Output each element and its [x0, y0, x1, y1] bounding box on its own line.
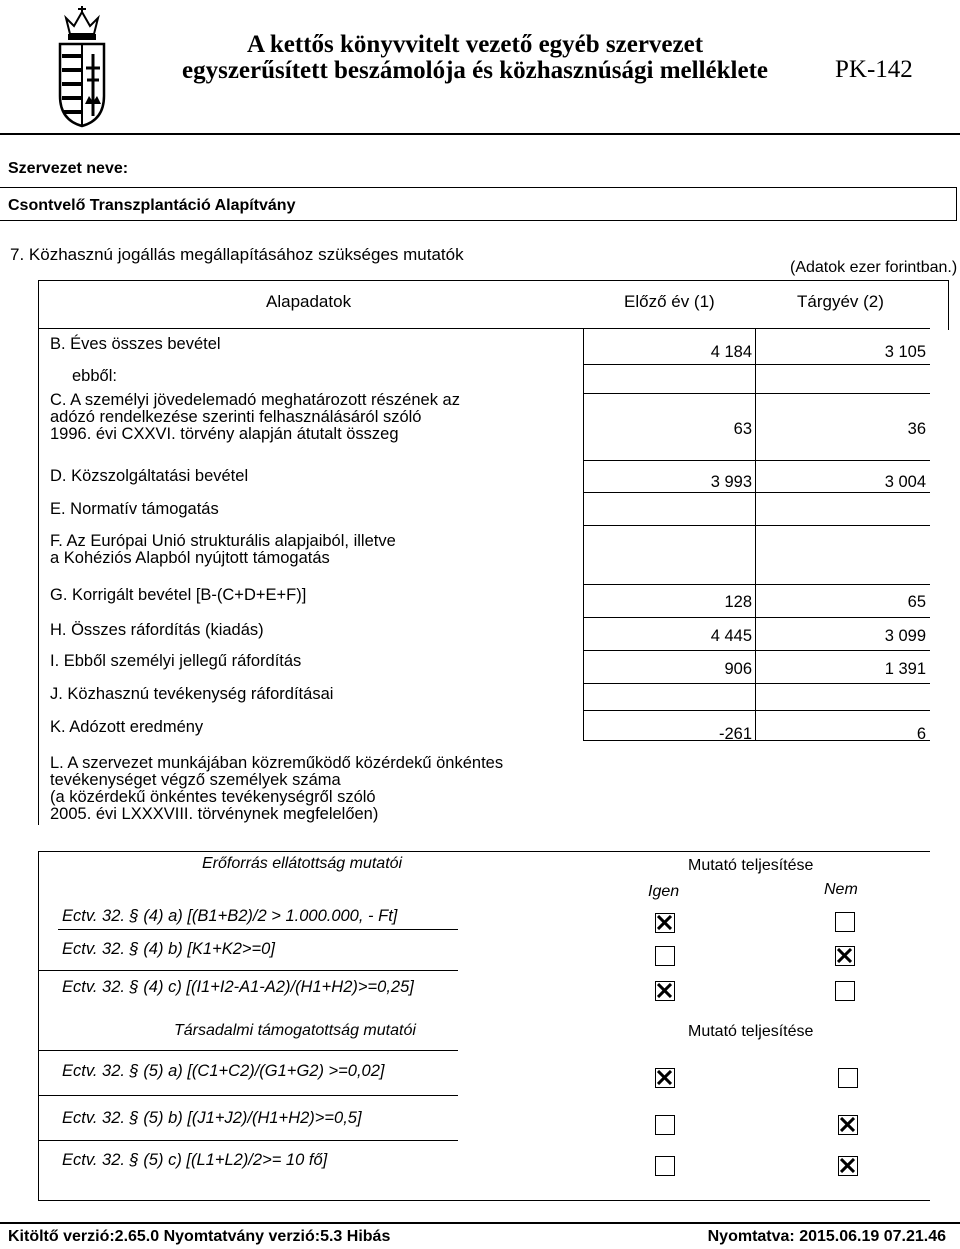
organization-name: Csontvelő Transzplantáció Alapítvány [8, 197, 296, 214]
no-label: Nem [824, 881, 858, 898]
row-i-curr: 1 391 [884, 660, 926, 678]
row-ebbol-label: ebből: [72, 367, 117, 385]
row-g-label: G. Korrigált bevétel [B-(C+D+E+F)] [50, 586, 307, 604]
form-title-line1: A kettős könyvvitelt vezető egyéb szervezet [246, 31, 704, 58]
section-title: 7. Közhasznú jogállás megállapításához szükséges mutatók [10, 245, 464, 264]
row-f-label-2: a Kohéziós Alapból nyújtott támogatás [50, 549, 330, 567]
resource-c-no-checkbox[interactable] [835, 981, 855, 1001]
row-l-label-2: tevékenységet végző személyek száma [50, 771, 341, 789]
row-c-label-1: C. A személyi jövedelemadó meghatározott részének az [50, 391, 460, 409]
row-j-label: J. Közhasznú tevékenység ráfordításai [50, 685, 334, 703]
resource-a-no-checkbox[interactable] [835, 912, 855, 932]
column-header-base: Alapadatok [266, 292, 352, 311]
header [0, 0, 960, 135]
row-d-curr: 3 004 [884, 473, 926, 491]
row-l-label-3: (a közérdekű önkéntes tevékenységről szóló [50, 788, 376, 806]
form-title-line2: egyszerűsített beszámolója és közhasznúsági melléklete [182, 57, 768, 84]
row-e-label: E. Normatív támogatás [50, 500, 219, 518]
row-i-label: I. Ebből személyi jellegű ráfordítás [50, 652, 302, 670]
resource-indicators-title: Erőforrás ellátottság mutatói [202, 855, 403, 872]
footer-print-date: Nyomtatva: 2015.06.19 07.21.46 [707, 1228, 946, 1245]
row-h-label: H. Összes ráfordítás (kiadás) [50, 621, 264, 639]
social-a-yes-checkbox[interactable] [655, 1068, 675, 1088]
social-b-yes-checkbox[interactable] [655, 1115, 675, 1135]
row-g-curr: 65 [907, 593, 926, 611]
row-d-prev: 3 993 [710, 473, 752, 491]
column-header-prev-year: Előző év (1) [624, 292, 715, 311]
row-b-label: B. Éves összes bevétel [50, 335, 221, 353]
form-code: PK-142 [835, 56, 913, 83]
row-l-label-1: L. A szervezet munkájában közreműködő közérdekű önkéntes [50, 754, 504, 772]
social-a-no-checkbox[interactable] [838, 1068, 858, 1088]
row-g-prev: 128 [724, 593, 752, 611]
hungarian-coat-of-arms-icon [52, 4, 112, 128]
row-i-prev: 906 [724, 660, 752, 678]
resource-c-yes-checkbox[interactable] [655, 981, 675, 1001]
resource-b-yes-checkbox[interactable] [655, 946, 675, 966]
column-header-current-year: Tárgyév (2) [797, 292, 884, 311]
social-indicator-a-label: Ectv. 32. § (5) a) [(C1+C2)/(G1+G2) >=0,02] [62, 1062, 385, 1080]
organization-label: Szervezet neve: [8, 160, 129, 177]
social-indicators-title: Társadalmi támogatottság mutatói [174, 1022, 416, 1039]
row-h-prev: 4 445 [710, 627, 752, 645]
footer-version-info: Kitöltő verzió:2.65.0 Nyomtatvány verzió:5.3 Hibás [8, 1228, 391, 1245]
social-b-no-checkbox[interactable] [838, 1115, 858, 1135]
row-k-prev: -261 [718, 725, 752, 743]
social-c-yes-checkbox[interactable] [655, 1156, 675, 1176]
social-fulfillment-label: Mutató teljesítése [688, 1023, 814, 1040]
resource-fulfillment-label: Mutató teljesítése [688, 857, 814, 874]
resource-indicator-c-label: Ectv. 32. § (4) c) [(I1+I2-A1-A2)/(H1+H2)>=0,25] [62, 978, 414, 996]
row-h-curr: 3 099 [884, 627, 926, 645]
row-c-label-3: 1996. évi CXXVI. törvény alapján átutalt összeg [50, 425, 399, 443]
row-f-label-1: F. Az Európai Unió strukturális alapjaiból, illetve [50, 532, 396, 550]
row-b-curr: 3 105 [884, 343, 926, 361]
row-c-curr: 36 [907, 420, 926, 438]
social-c-no-checkbox[interactable] [838, 1156, 858, 1176]
row-c-prev: 63 [733, 420, 752, 438]
yes-label: Igen [648, 883, 680, 900]
row-k-curr: 6 [916, 725, 926, 743]
social-indicator-b-label: Ectv. 32. § (5) b) [(J1+J2)/(H1+H2)>=0,5] [62, 1109, 362, 1127]
row-b-prev: 4 184 [710, 343, 752, 361]
resource-indicator-b-label: Ectv. 32. § (4) b) [K1+K2>=0] [62, 940, 275, 958]
unit-note: (Adatok ezer forintban.) [790, 259, 958, 276]
resource-indicator-a-label: Ectv. 32. § (4) a) [(B1+B2)/2 > 1.000.000, - Ft] [62, 907, 398, 925]
row-d-label: D. Közszolgáltatási bevétel [50, 467, 249, 485]
row-k-label: K. Adózott eredmény [50, 718, 204, 736]
resource-a-yes-checkbox[interactable] [655, 913, 675, 933]
resource-b-no-checkbox[interactable] [835, 946, 855, 966]
social-indicator-c-label: Ectv. 32. § (5) c) [(L1+L2)/2>= 10 fő] [62, 1151, 328, 1169]
row-c-label-2: adózó rendelkezése szerinti felhasználásáról szóló [50, 408, 422, 426]
row-l-label-4: 2005. évi LXXXVIII. törvénynek megfelelően) [50, 805, 379, 823]
